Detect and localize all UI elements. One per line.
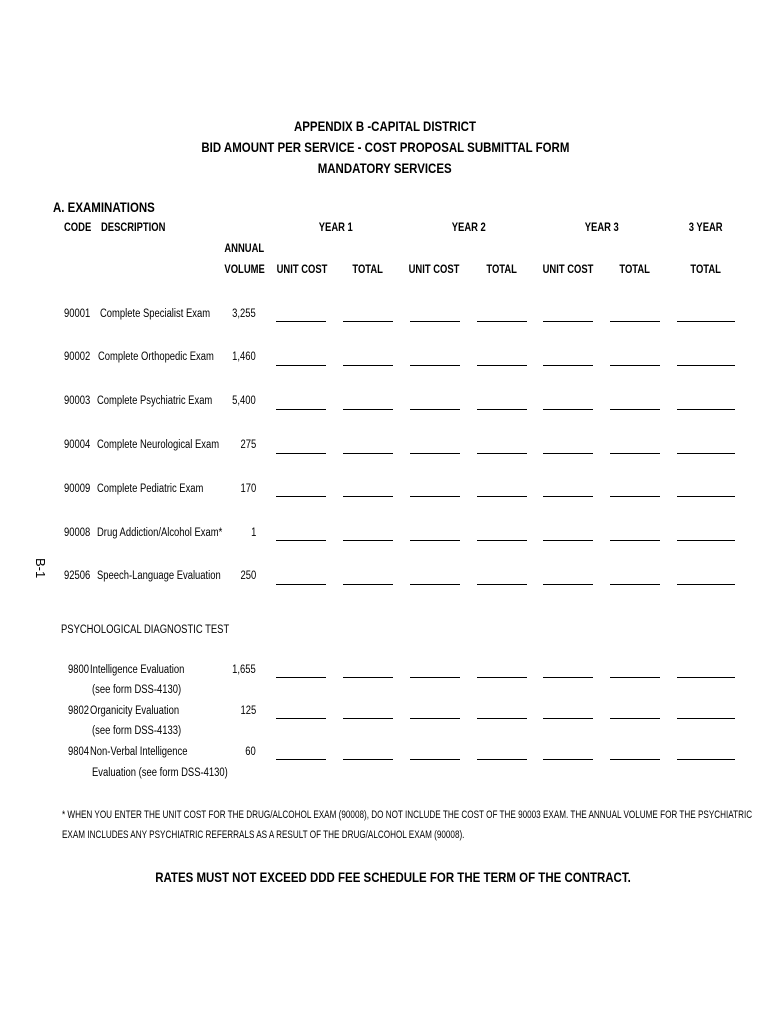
y3-unit-cost-field[interactable] (543, 496, 593, 497)
y2-unit-cost-field[interactable] (410, 409, 460, 410)
three-year-total-field[interactable] (677, 365, 735, 366)
exam-code: 90002 (64, 351, 91, 363)
y1-unit-cost-field[interactable] (276, 718, 326, 719)
three-year-total-field[interactable] (677, 453, 735, 454)
psych-description: Intelligence Evaluation (90, 664, 185, 676)
title-line-3: MANDATORY SERVICES (318, 160, 452, 176)
y2-total-field[interactable] (477, 453, 527, 454)
y2-unit-cost-field[interactable] (410, 365, 460, 366)
header-year-3: YEAR 3 (584, 222, 620, 234)
header-code: CODE (64, 222, 92, 234)
psych-form-reference: (see form DSS-4133) (92, 725, 182, 737)
rates-notice: RATES MUST NOT EXCEED DDD FEE SCHEDULE FOR THE TERM OF THE CONTRACT. (154, 869, 631, 885)
y3-total-field[interactable] (610, 365, 660, 366)
psych-form-reference: (see form DSS-4130) (92, 684, 182, 696)
y1-total-field[interactable] (343, 365, 393, 366)
page-side-label: B-1 (33, 558, 48, 579)
y3-unit-cost-field[interactable] (543, 718, 593, 719)
y1-unit-cost-field[interactable] (276, 321, 326, 322)
exam-volume: 5,400 (232, 395, 256, 407)
header-y2-total: TOTAL (486, 264, 518, 276)
y3-unit-cost-field[interactable] (543, 409, 593, 410)
y3-unit-cost-field[interactable] (543, 365, 593, 366)
y1-unit-cost-field[interactable] (276, 759, 326, 760)
exam-description: Complete Orthopedic Exam (98, 351, 214, 363)
y3-total-field[interactable] (610, 409, 660, 410)
exam-code: 92506 (64, 570, 91, 582)
y1-total-field[interactable] (343, 677, 393, 678)
section-title: A. EXAMINATIONS (53, 199, 155, 215)
psych-code: 9804 (68, 746, 89, 758)
three-year-total-field[interactable] (677, 584, 735, 585)
y2-total-field[interactable] (477, 677, 527, 678)
header-y2-unit-cost: UNIT COST (408, 264, 460, 276)
header-y3-unit-cost: UNIT COST (542, 264, 594, 276)
y1-unit-cost-field[interactable] (276, 584, 326, 585)
exam-description: Drug Addiction/Alcohol Exam* (97, 527, 223, 539)
y2-total-field[interactable] (477, 496, 527, 497)
y2-total-field[interactable] (477, 409, 527, 410)
y1-total-field[interactable] (343, 540, 393, 541)
y1-unit-cost-field[interactable] (276, 453, 326, 454)
y2-unit-cost-field[interactable] (410, 759, 460, 760)
header-y1-unit-cost: UNIT COST (276, 264, 328, 276)
y3-unit-cost-field[interactable] (543, 584, 593, 585)
y3-total-field[interactable] (610, 540, 660, 541)
y3-total-field[interactable] (610, 718, 660, 719)
exam-volume: 275 (240, 439, 256, 451)
y3-total-field[interactable] (610, 677, 660, 678)
y2-unit-cost-field[interactable] (410, 540, 460, 541)
y2-total-field[interactable] (477, 540, 527, 541)
header-volume: VOLUME (224, 264, 265, 276)
y1-unit-cost-field[interactable] (276, 496, 326, 497)
y2-unit-cost-field[interactable] (410, 453, 460, 454)
psych-code: 9802 (68, 705, 89, 717)
exam-volume: 170 (240, 483, 256, 495)
header-three-year: 3 YEAR (689, 222, 723, 234)
footnote-line-1: * WHEN YOU ENTER THE UNIT COST FOR THE DRUG/ALCOHOL EXAM (90008), DO NOT INCLUDE THE COST OF THE 90003 EXAM. THE ANNUAL VOLUME FOR THE PSYCHIATRIC (62, 809, 753, 821)
y2-unit-cost-field[interactable] (410, 496, 460, 497)
y1-total-field[interactable] (343, 584, 393, 585)
title-line-2: BID AMOUNT PER SERVICE - COST PROPOSAL SUBMITTAL FORM (200, 139, 570, 155)
exam-description: Complete Pediatric Exam (97, 483, 204, 495)
psych-volume: 1,655 (232, 664, 256, 676)
y3-total-field[interactable] (610, 496, 660, 497)
y2-total-field[interactable] (477, 759, 527, 760)
psych-form-reference: Evaluation (see form DSS-4130) (92, 767, 228, 779)
y1-total-field[interactable] (343, 496, 393, 497)
exam-code: 90009 (64, 483, 91, 495)
y2-total-field[interactable] (477, 365, 527, 366)
exam-volume: 1 (250, 527, 256, 539)
psych-volume: 60 (245, 746, 256, 758)
y1-unit-cost-field[interactable] (276, 409, 326, 410)
header-y1-total: TOTAL (352, 264, 384, 276)
exam-code: 90008 (64, 527, 91, 539)
exam-volume: 250 (240, 570, 256, 582)
y3-unit-cost-field[interactable] (543, 677, 593, 678)
y3-total-field[interactable] (610, 321, 660, 322)
header-year-2: YEAR 2 (451, 222, 487, 234)
footnote-line-2: EXAM INCLUDES ANY PSYCHIATRIC REFERRALS AS A RESULT OF THE DRUG/ALCOHOL EXAM (90008). (62, 829, 465, 841)
psych-description: Organicity Evaluation (90, 705, 180, 717)
y1-unit-cost-field[interactable] (276, 540, 326, 541)
y2-total-field[interactable] (477, 718, 527, 719)
exam-description: Complete Neurological Exam (97, 439, 220, 451)
exam-description: Complete Psychiatric Exam (97, 395, 213, 407)
y1-total-field[interactable] (343, 409, 393, 410)
header-description: DESCRIPTION (101, 222, 166, 234)
header-annual: ANNUAL (224, 243, 265, 255)
y3-total-field[interactable] (610, 759, 660, 760)
header-y3-total: TOTAL (619, 264, 651, 276)
y3-total-field[interactable] (610, 453, 660, 454)
y3-unit-cost-field[interactable] (543, 540, 593, 541)
y1-total-field[interactable] (343, 321, 393, 322)
three-year-total-field[interactable] (677, 718, 735, 719)
title-line-1: APPENDIX B -CAPITAL DISTRICT (294, 118, 476, 134)
y1-unit-cost-field[interactable] (276, 677, 326, 678)
y1-unit-cost-field[interactable] (276, 365, 326, 366)
y2-total-field[interactable] (477, 584, 527, 585)
y3-unit-cost-field[interactable] (543, 759, 593, 760)
three-year-total-field[interactable] (677, 321, 735, 322)
three-year-total-field[interactable] (677, 759, 735, 760)
header-year-1: YEAR 1 (318, 222, 354, 234)
three-year-total-field[interactable] (677, 496, 735, 497)
y1-total-field[interactable] (343, 759, 393, 760)
exam-code: 90004 (64, 439, 91, 451)
psych-volume: 125 (240, 705, 256, 717)
exam-volume: 3,255 (232, 308, 256, 320)
exam-description: Speech-Language Evaluation (97, 570, 221, 582)
three-year-total-field[interactable] (677, 540, 735, 541)
y3-unit-cost-field[interactable] (543, 321, 593, 322)
y1-total-field[interactable] (343, 453, 393, 454)
psych-description: Non-Verbal Intelligence (90, 746, 188, 758)
exam-description: Complete Specialist Exam (100, 308, 211, 320)
y3-total-field[interactable] (610, 584, 660, 585)
three-year-total-field[interactable] (677, 409, 735, 410)
y2-unit-cost-field[interactable] (410, 677, 460, 678)
exam-code: 90001 (64, 308, 91, 320)
y1-total-field[interactable] (343, 718, 393, 719)
y2-unit-cost-field[interactable] (410, 718, 460, 719)
psych-code: 9800 (68, 664, 89, 676)
y2-unit-cost-field[interactable] (410, 321, 460, 322)
three-year-total-field[interactable] (677, 677, 735, 678)
y3-unit-cost-field[interactable] (543, 453, 593, 454)
y2-unit-cost-field[interactable] (410, 584, 460, 585)
psych-section-title: PSYCHOLOGICAL DIAGNOSTIC TEST (61, 624, 230, 636)
y2-total-field[interactable] (477, 321, 527, 322)
exam-volume: 1,460 (232, 351, 256, 363)
header-3yr-total: TOTAL (690, 264, 722, 276)
exam-code: 90003 (64, 395, 91, 407)
